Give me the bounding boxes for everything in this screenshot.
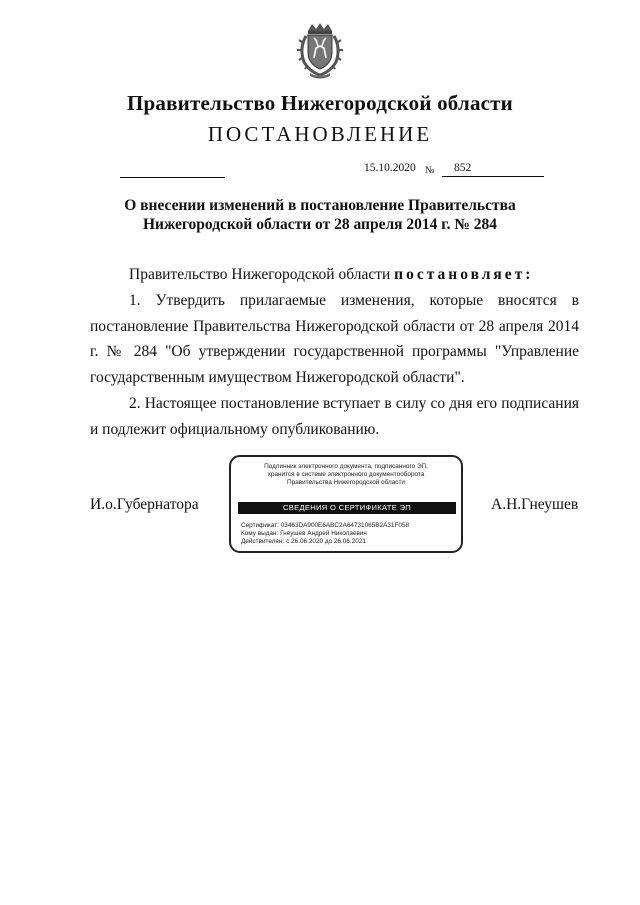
stamp-header-line: хранится в системе электронного документооборота [267,471,425,479]
stamp-header [231,463,461,488]
stamp-validity-row [241,538,409,546]
intro-prefix: Правительство Нижегородской области [129,266,391,283]
document-subject [110,196,530,234]
paragraph-2: 2. Настоящее постановление вступает в силу со дня его подписания и подлежит официальному опубликованию. [90,394,579,438]
document-body [90,262,579,443]
issued-label: Кому выдан: [241,530,279,537]
number-sign: № [425,165,435,176]
signer-name: А.Н.Гнеушев [491,496,579,513]
document-date: 15.10.2020 [364,162,416,174]
subject-line: О внесении изменений в постановление Правительства [124,197,516,214]
electronic-signature-stamp [229,455,463,553]
stamp-header-line: Подлинник электронного документа, подписанного ЭП, [264,463,428,470]
coat-of-arms-icon [296,22,344,80]
subject-line: Нижегородской области от 28 апреля 2014 г. № 284 [142,216,498,233]
validity-value: с 26.06.2020 до 26.06.2021 [286,538,366,545]
government-title: Правительство Нижегородской области [127,91,513,115]
intro-paragraph [90,262,579,288]
intro-verb: постановляет: [394,266,534,283]
stamp-certificate-row [241,522,409,530]
certificate-label: Сертификат: [241,522,279,529]
blank-date-line [120,177,225,178]
document-number: 852 [442,161,544,177]
signer-position: И.о.Губернатора [90,496,199,513]
stamp-details [241,522,409,546]
validity-label: Действителен: [241,538,285,545]
stamp-issued-row [241,530,409,538]
issued-value: Гнеушев Андрей Николаевич [280,530,367,537]
document-type: ПОСТАНОВЛЕНИЕ [207,122,433,146]
stamp-header-line: Правительства Нижегородской области [286,479,406,487]
paragraph-1: 1. Утвердить прилагаемые изменения, которые вносятся в постановление Правительства Нижегородской области от 28 апреля 2014 г. № 284 "Об утверждении государственной программы "Управление государственным имуществом Нижегородской области". [90,291,579,387]
stamp-title-bar: СВЕДЕНИЯ О СЕРТИФИКАТЕ ЭП [238,502,456,514]
certificate-value: 03463DA900E6ABC2A64731065B2A31F058 [280,522,410,529]
